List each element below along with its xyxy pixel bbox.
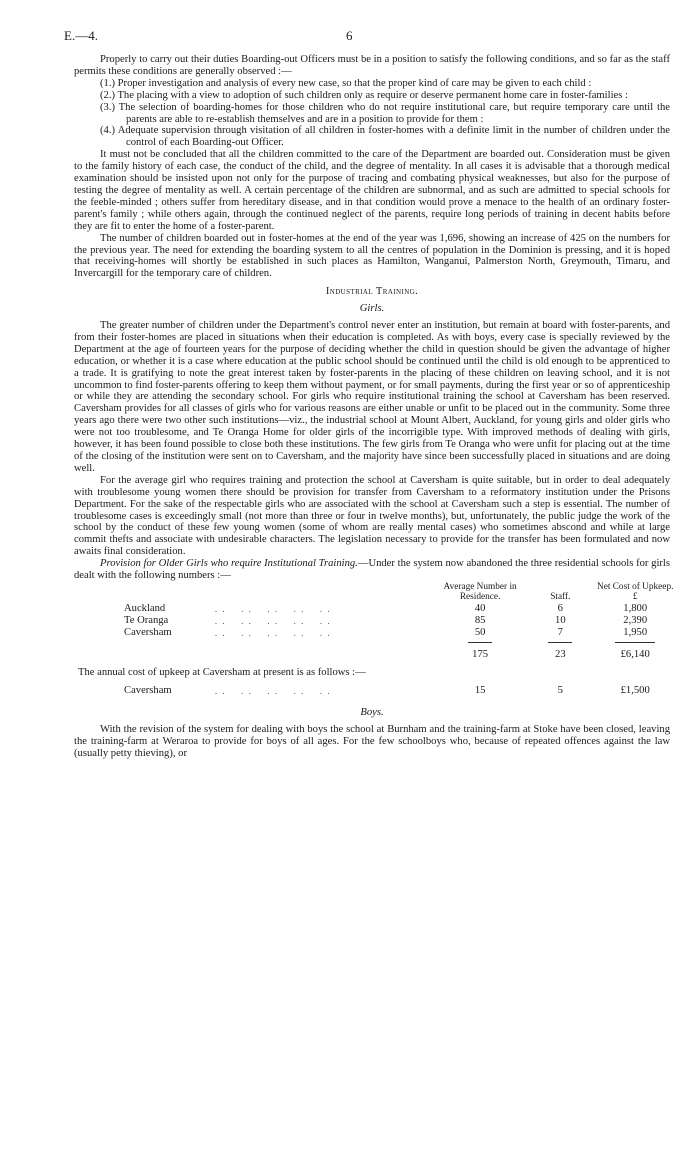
leader-dots: . . . . . . . . . . — [214, 685, 332, 696]
header-average: Average Number in Residence. — [443, 581, 517, 603]
row-average: 85 — [474, 614, 486, 626]
residence-table — [78, 582, 678, 697]
column-rule — [548, 642, 572, 649]
leader-dots: . . . . . . . . . . — [214, 603, 332, 614]
paragraph-girls-1: The greater number of children under the Department's control never enter an institution, but remain at board with foster-parents, and from their foster-homes are placed in situations when their education is completed. As with boys, every case is specially reviewed by the Department at the age of fourteen years for the purpose of deciding whether the child in question should be given the advantage of higher education, or whether it is a case where education at the public school should be continued until the child is old enough to be apprenticed to a trade. It is gratifying to note the great interest taken by foster-parents in the placing of these children on leaving school, and it is not uncommon to find foster-parents offering to keep them without payment, or for small payments, during the first year or so of apprenticeship or while they are attending the secondary school. For girls who require institutional training the school at Caversham has been reserved. Caversham provides for all classes of girls who for various reasons are either unable or unfit to be placed out in the community. Some three years ago there were two other such institutions—viz., the industrial school at Mount Albert, Auckland, for young girls and older girls who were not too troublesome, and Te Oranga Home for older girls of the incorrigible type. With improved methods of dealing with girls, however, it has been found possible to close both these institutions. The few girls from Te Oranga who were unfit for placing out at the time of the closing of the institution were sent on to Caversham, and the majority have since been successfully placed in situations and are doing well. — [74, 320, 670, 474]
girls-heading: Girls. — [359, 303, 385, 315]
current-name: Caversham — [124, 684, 172, 696]
condition-item: (3.) The selection of boarding-homes for those children who do not require institutional care, but require temporary care until the parents are able to re-establish themselves and are in a position to provide for them : — [100, 101, 670, 125]
paragraph-girls-2: For the average girl who requires training and protection the school at Caversham is quite suitable, but in order to deal adequately with troublesome young women there should be provision for transfer from Caversham to a reformatory institution under the Prisons Department. For the sake of the respectable girls who are associated with the school at Caversham such a step is essential. The number of troublesome cases is exceedingly small (not more than three or four in twelve months), but, unfortunately, the public judge the work of the school by the conduct of these few young women (some of whom are really mental cases) who sometimes abscond and while at large commit thefts and associate with undesirable characters. The legislation necessary to provide for the transfer has been formulated and now awaits final consideration. — [74, 474, 670, 558]
boys-heading: Boys. — [360, 706, 384, 718]
totals-row — [78, 649, 678, 661]
condition-item: (1.) Proper investigation and analysis of every new case, so that the proper kind of care may be given to each child : — [100, 77, 592, 89]
row-average: 40 — [474, 602, 486, 614]
header-cost — [592, 582, 678, 603]
current-average: 15 — [474, 684, 486, 696]
column-rule — [615, 642, 655, 649]
header-cost-unit: £ — [632, 592, 638, 603]
row-average: 50 — [474, 626, 486, 638]
header-staff: Staff. — [550, 592, 571, 603]
total-staff: 23 — [555, 648, 566, 660]
row-name: Caversham — [124, 626, 172, 638]
row-name: Te Oranga — [124, 614, 169, 626]
leader-dots: . . . . . . . . . . — [214, 627, 332, 638]
annual-cost-text: The annual cost of upkeep at Caversham at present is as follows :— — [78, 666, 366, 678]
document-reference: E.—4. — [64, 28, 98, 43]
rule-row — [78, 639, 678, 649]
leader-dots: . . . . . . . . . . — [214, 615, 332, 626]
row-staff: 6 — [557, 602, 563, 614]
provision-heading: Provision for Older Girls who require Institutional Training. — [100, 558, 358, 570]
total-average: 175 — [472, 648, 489, 660]
total-cost: £6,140 — [620, 648, 650, 660]
row-cost: 1,800 — [623, 602, 648, 614]
paragraph-concluded: It must not be concluded that all the children committed to the care of the Department are boarded out. Consideration must be given to the family history of each case, the conduct of the child, and the degree of mentality. In all cases it is advisable that a thorough medical examination should be insisted upon not only for the purpose of tracing and combating physical weaknesses, but also for the purpose of testing the degree of mentality as well. A certain percentage of the children are subnormal, and as such are admitted to special schools for the feeble-minded ; others suffer from hereditary disease, and in that condition would prove a menace to the health of an ordinary foster-parent's family ; while others again, through the continued neglect of the parents, require long periods of training in decent habits before they are fit to enter the home of a foster-parent. — [74, 149, 670, 232]
intro-paragraph: Properly to carry out their duties Boarding-out Officers must be in a position to satisfy the following conditions, and so far as the staff permits these conditions are generally observed :— — [74, 54, 670, 77]
table-row — [78, 603, 678, 615]
row-name: Auckland — [124, 602, 166, 614]
condition-item: (2.) The placing with a view to adoption of such children only as require or deserve permanent home care in foster-families : — [100, 89, 628, 101]
paragraph-numbers: The number of children boarded out in foster-homes at the end of the year was 1,696, showing an increase of 425 on the numbers for the previous year. The need for extending the boarding system to all the centres of population in the Dominion is pressing, and it is hoped that receiving-homes will shortly be established in such places as Hamilton, Wanganui, Palmerston North, Greymouth, Timaru, and Invercargill for the temporary care of children. — [74, 232, 670, 280]
page-header — [64, 28, 670, 54]
table-row — [78, 615, 678, 627]
current-cost: £1,500 — [620, 684, 650, 696]
annual-text-row — [78, 661, 678, 679]
header-cost-label: Net Cost of Upkeep. — [596, 581, 674, 592]
table-header-row — [78, 582, 678, 603]
row-cost: 2,390 — [623, 614, 648, 626]
section-heading: Industrial Training. — [325, 286, 419, 298]
column-rule — [468, 642, 492, 649]
document-page — [64, 28, 674, 760]
provision-text: —Under the system now abandoned the three residential schools for girls dealt with the following numbers :— — [74, 558, 670, 582]
current-row — [78, 679, 678, 697]
page-number: 6 — [346, 28, 353, 43]
table-row — [78, 627, 678, 639]
paragraph-boys: With the revision of the system for dealing with boys the school at Burnham and the training-farm at Stoke have been closed, leaving the training-farm at Weraroa to provide for boys of all ages. For the few schoolboys who, because of repeated offences against the law (usually petty thieving), or — [74, 723, 670, 759]
condition-item: (4.) Adequate supervision through visitation of all children in foster-homes with a definite limit in the number of children under the control of each Boarding-out Officer. — [100, 125, 670, 149]
current-staff: 5 — [557, 684, 563, 696]
row-staff: 7 — [557, 626, 563, 638]
paragraph-provision — [74, 558, 670, 582]
row-staff: 10 — [555, 614, 566, 626]
conditions-list — [74, 78, 670, 149]
row-cost: 1,950 — [623, 626, 648, 638]
